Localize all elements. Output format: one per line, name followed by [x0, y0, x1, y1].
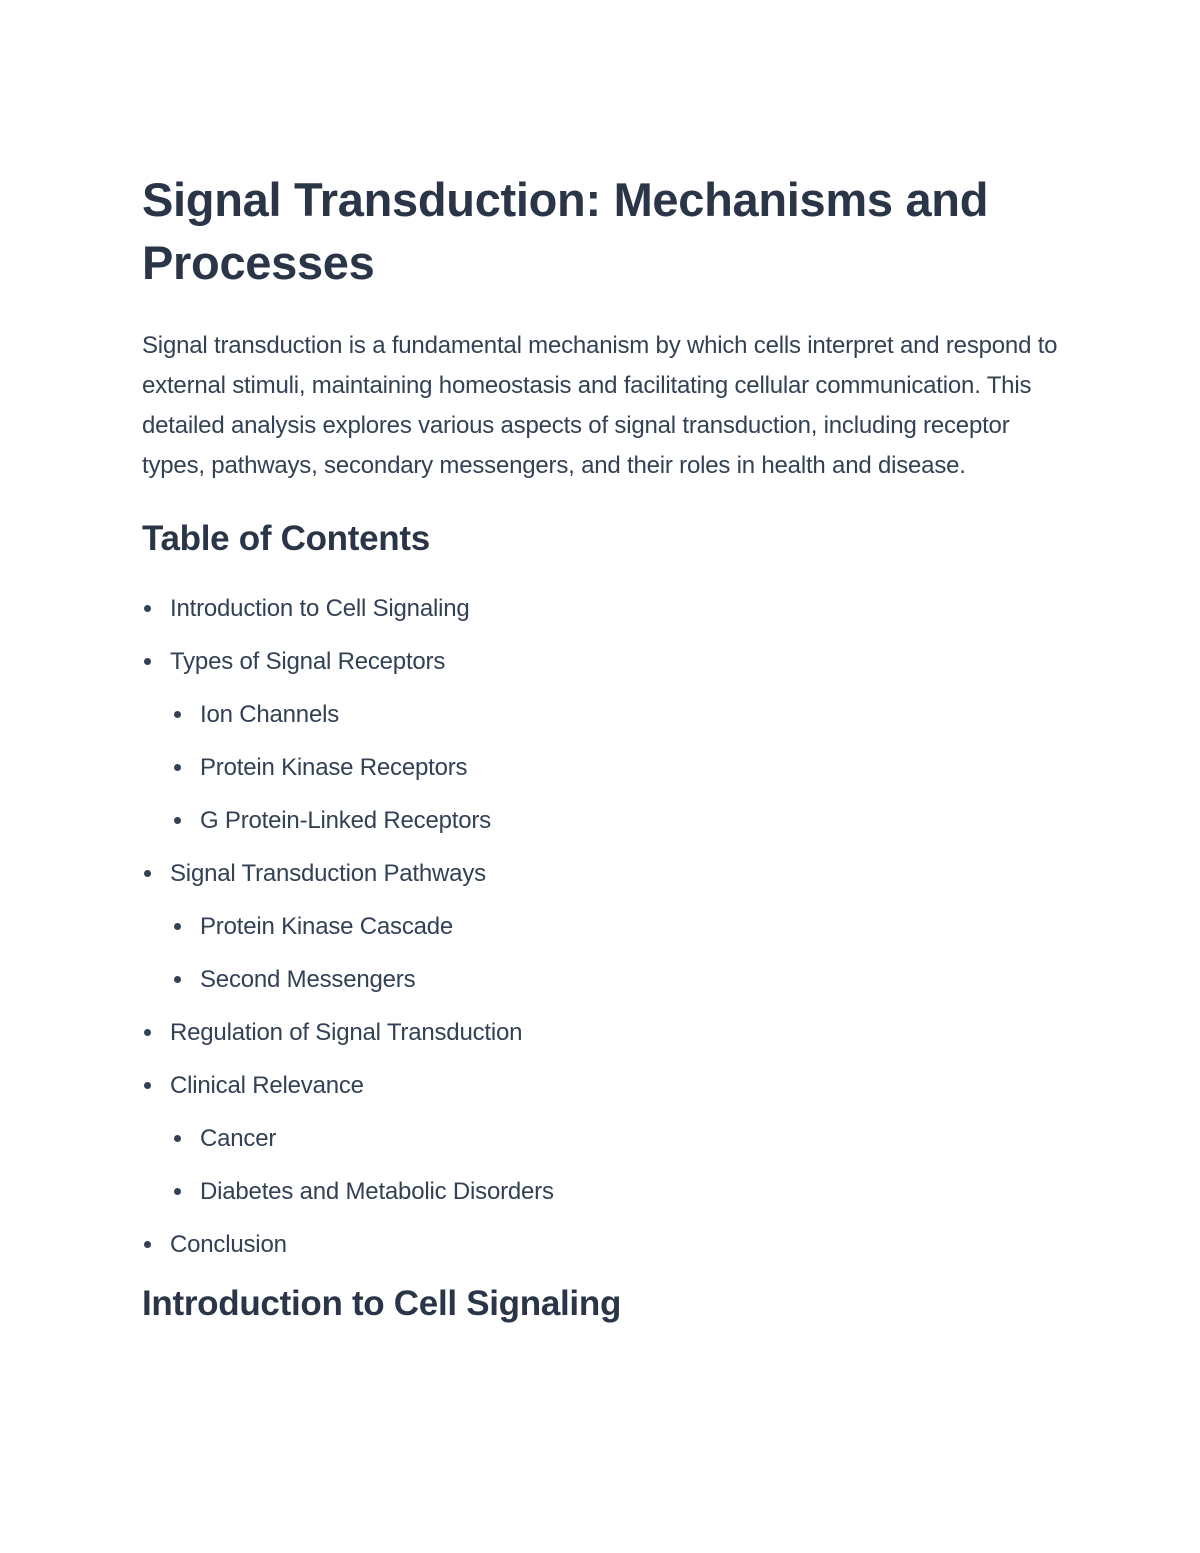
bullet-icon: [174, 764, 181, 771]
toc-subitem[interactable]: [172, 1122, 1062, 1155]
toc-item-label: Conclusion: [170, 1231, 287, 1258]
toc-item[interactable]: [142, 592, 1062, 625]
toc-item-label: Protein Kinase Receptors: [200, 754, 468, 781]
toc-subitem[interactable]: [172, 751, 1062, 784]
bullet-icon: [174, 976, 181, 983]
bullet-icon: [174, 1188, 181, 1195]
bullet-icon: [144, 1082, 151, 1089]
bullet-icon: [174, 923, 181, 930]
bullet-icon: [174, 817, 181, 824]
toc-heading: Table of Contents: [142, 519, 430, 558]
bullet-icon: [144, 1029, 151, 1036]
toc-subitem[interactable]: [172, 910, 1062, 943]
document-page: [142, 168, 1062, 1327]
intro-paragraph: Signal transduction is a fundamental mechanism by which cells interpret and respond to external stimuli, maintaining homeostasis and facilitating cellular communication. This detailed analysis explores various aspects of signal transduction, including receptor types, pathways, secondary messengers, and their roles in health and disease.: [142, 332, 1058, 479]
toc-item-label: Diabetes and Metabolic Disorders: [200, 1178, 554, 1205]
bullet-icon: [144, 658, 151, 665]
toc-subitem[interactable]: [172, 698, 1062, 731]
toc-item[interactable]: [142, 1069, 1062, 1102]
toc-item-label: Protein Kinase Cascade: [200, 913, 454, 940]
toc-item[interactable]: [142, 857, 1062, 890]
toc-item-label: Signal Transduction Pathways: [170, 860, 486, 887]
toc-subitem[interactable]: [172, 963, 1062, 996]
toc-item-label: Types of Signal Receptors: [170, 648, 446, 675]
toc-subitem[interactable]: [172, 1175, 1062, 1208]
toc-item-label: Ion Channels: [200, 701, 340, 728]
toc-item-label: G Protein-Linked Receptors: [200, 807, 491, 834]
toc-item-label: Introduction to Cell Signaling: [170, 595, 470, 622]
toc-subitem[interactable]: [172, 804, 1062, 837]
bullet-icon: [174, 1135, 181, 1142]
table-of-contents: [142, 592, 1062, 1261]
bullet-icon: [144, 870, 151, 877]
toc-item[interactable]: [142, 1016, 1062, 1049]
section-heading: Introduction to Cell Signaling: [142, 1284, 622, 1323]
toc-item[interactable]: [142, 645, 1062, 678]
toc-item-label: Regulation of Signal Transduction: [170, 1019, 523, 1046]
toc-item-label: Clinical Relevance: [170, 1072, 364, 1099]
toc-item[interactable]: [142, 1228, 1062, 1261]
bullet-icon: [174, 711, 181, 718]
bullet-icon: [144, 605, 151, 612]
toc-item-label: Cancer: [200, 1125, 277, 1152]
bullet-icon: [144, 1241, 151, 1248]
page-title: Signal Transduction: Mechanisms and Processes: [142, 173, 989, 289]
toc-item-label: Second Messengers: [200, 966, 416, 993]
